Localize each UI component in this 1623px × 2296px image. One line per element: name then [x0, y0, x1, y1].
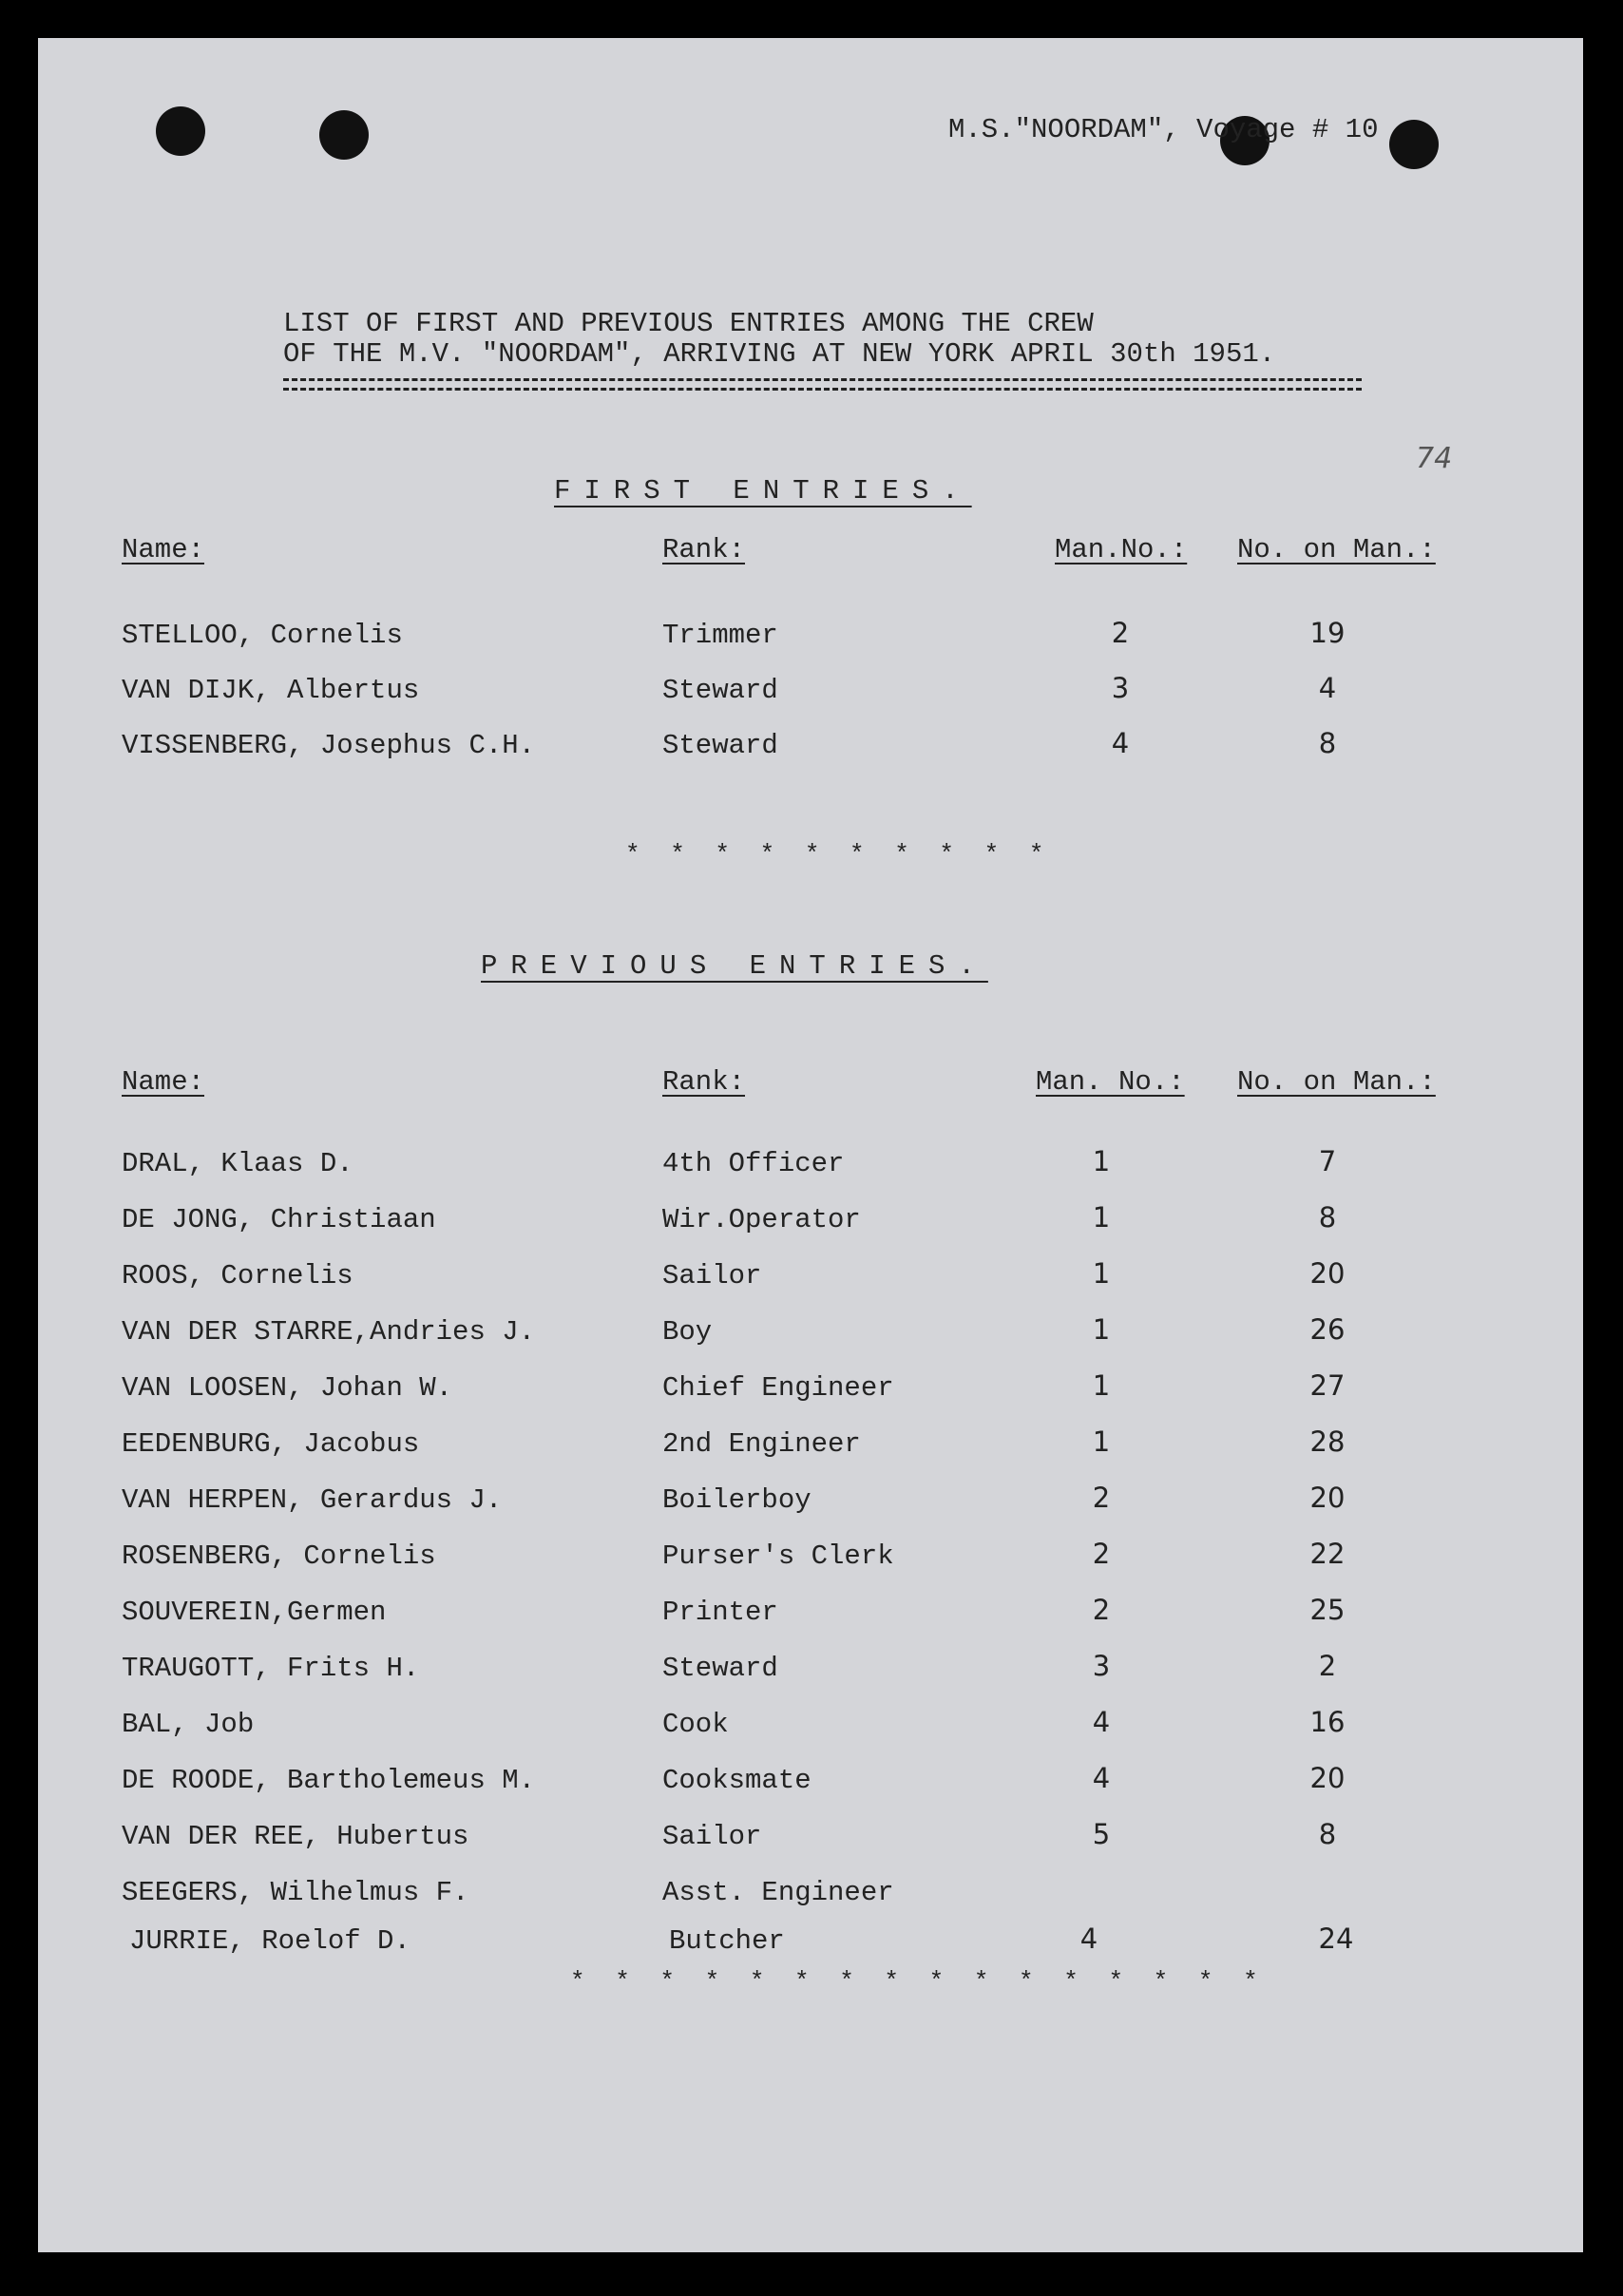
section-separator: * * * * * * * * * * * * * * * * [570, 1967, 1266, 1996]
crew-name: DE ROODE, Bartholemeus M. [122, 1765, 536, 1796]
no-on-man: 27 [1309, 1369, 1346, 1402]
crew-rank: Cooksmate [662, 1765, 812, 1796]
crew-rank: Printer [662, 1597, 778, 1628]
crew-name: VAN LOOSEN, Johan W. [122, 1372, 453, 1404]
previous-col-rank: Rank: [662, 1066, 746, 1098]
crew-name: VAN DER STARRE,Andries J. [122, 1316, 536, 1348]
first-col-man-no: Man.No.: [1055, 534, 1188, 565]
man-no: 2 [1092, 1482, 1111, 1514]
crew-rank: Sailor [662, 1821, 762, 1852]
man-no: 4 [1111, 727, 1130, 759]
crew-name: BAL, Job [122, 1709, 255, 1740]
title-underline [283, 388, 1362, 391]
first-col-no-on-man: No. on Man.: [1237, 534, 1436, 565]
crew-rank: Boilerboy [662, 1484, 812, 1516]
first-col-name: Name: [122, 534, 205, 565]
man-no: 2 [1092, 1594, 1111, 1626]
man-no: 4 [1092, 1762, 1111, 1794]
no-on-man: 28 [1309, 1425, 1346, 1458]
document-title-line-2: OF THE M.V. "NOORDAM", ARRIVING AT NEW YORK APRIL 30th 1951. [283, 338, 1276, 370]
no-on-man: 16 [1309, 1706, 1346, 1738]
man-no: 3 [1092, 1650, 1111, 1682]
previous-col-no-on-man: No. on Man.: [1237, 1066, 1436, 1098]
man-no: 2 [1111, 617, 1130, 649]
man-no: 1 [1092, 1257, 1111, 1290]
man-no: 2 [1092, 1538, 1111, 1570]
crew-name: SOUVEREIN,Germen [122, 1597, 387, 1628]
man-no: 1 [1092, 1369, 1111, 1402]
crew-name: STELLOO, Cornelis [122, 620, 403, 651]
crew-name: VAN DER REE, Hubertus [122, 1821, 469, 1852]
crew-name: ROOS, Cornelis [122, 1260, 353, 1292]
no-on-man: 2 [1318, 1650, 1337, 1682]
man-no: 1 [1092, 1201, 1111, 1234]
man-no: 1 [1092, 1313, 1111, 1346]
crew-name: TRAUGOTT, Frits H. [122, 1653, 420, 1684]
man-no: 4 [1079, 1923, 1098, 1955]
punch-hole [1389, 120, 1439, 169]
crew-name: DRAL, Klaas D. [122, 1148, 353, 1179]
section-separator: * * * * * * * * * * [625, 840, 1052, 869]
handwritten-note: 74 [1416, 442, 1453, 475]
crew-name: EEDENBURG, Jacobus [122, 1428, 420, 1460]
crew-rank: Trimmer [662, 620, 778, 651]
crew-rank: Cook [662, 1709, 729, 1740]
crew-name: VAN HERPEN, Gerardus J. [122, 1484, 503, 1516]
no-on-man: 8 [1318, 1201, 1337, 1234]
crew-rank: Asst. Engineer [662, 1877, 894, 1908]
crew-rank: Boy [662, 1316, 713, 1348]
document-page [38, 38, 1583, 2252]
crew-name: SEEGERS, Wilhelmus F. [122, 1877, 469, 1908]
no-on-man: 4 [1318, 672, 1337, 704]
crew-rank: Steward [662, 730, 778, 761]
no-on-man: 22 [1309, 1538, 1346, 1570]
man-no: 1 [1092, 1425, 1111, 1458]
no-on-man: 25 [1309, 1594, 1346, 1626]
crew-rank: 2nd Engineer [662, 1428, 861, 1460]
previous-col-name: Name: [122, 1066, 205, 1098]
crew-rank: Wir.Operator [662, 1204, 861, 1235]
crew-name: VISSENBERG, Josephus C.H. [122, 730, 536, 761]
man-no: 4 [1092, 1706, 1111, 1738]
title-underline [283, 378, 1362, 381]
crew-rank: Chief Engineer [662, 1372, 894, 1404]
crew-rank: Steward [662, 1653, 778, 1684]
first-entries-heading: FIRST ENTRIES. [554, 475, 972, 507]
no-on-man: 20 [1309, 1762, 1346, 1794]
previous-entries-heading: PREVIOUS ENTRIES. [481, 950, 988, 982]
no-on-man: 8 [1318, 727, 1337, 759]
no-on-man: 20 [1309, 1482, 1346, 1514]
crew-name: JURRIE, Roelof D. [129, 1925, 411, 1957]
punch-hole [156, 106, 205, 156]
no-on-man: 20 [1309, 1257, 1346, 1290]
crew-rank: Sailor [662, 1260, 762, 1292]
previous-col-man-no: Man. No.: [1036, 1066, 1185, 1098]
crew-name: DE JONG, Christiaan [122, 1204, 436, 1235]
no-on-man: 8 [1318, 1818, 1337, 1850]
man-no: 3 [1111, 672, 1130, 704]
no-on-man: 26 [1309, 1313, 1346, 1346]
man-no: 5 [1092, 1818, 1111, 1850]
no-on-man: 7 [1318, 1145, 1337, 1177]
man-no: 1 [1092, 1145, 1111, 1177]
crew-name: VAN DIJK, Albertus [122, 675, 420, 706]
punch-hole [319, 110, 369, 160]
no-on-man: 24 [1318, 1923, 1354, 1955]
crew-rank: Purser's Clerk [662, 1540, 894, 1572]
document-title-line-1: LIST OF FIRST AND PREVIOUS ENTRIES AMONG THE CREW [283, 308, 1094, 339]
crew-rank: Steward [662, 675, 778, 706]
first-col-rank: Rank: [662, 534, 746, 565]
crew-rank: 4th Officer [662, 1148, 845, 1179]
no-on-man: 19 [1309, 617, 1346, 649]
crew-rank: Butcher [669, 1925, 785, 1957]
ship-voyage-header: M.S."NOORDAM", Voyage # 10 [948, 114, 1379, 145]
crew-name: ROSENBERG, Cornelis [122, 1540, 436, 1572]
